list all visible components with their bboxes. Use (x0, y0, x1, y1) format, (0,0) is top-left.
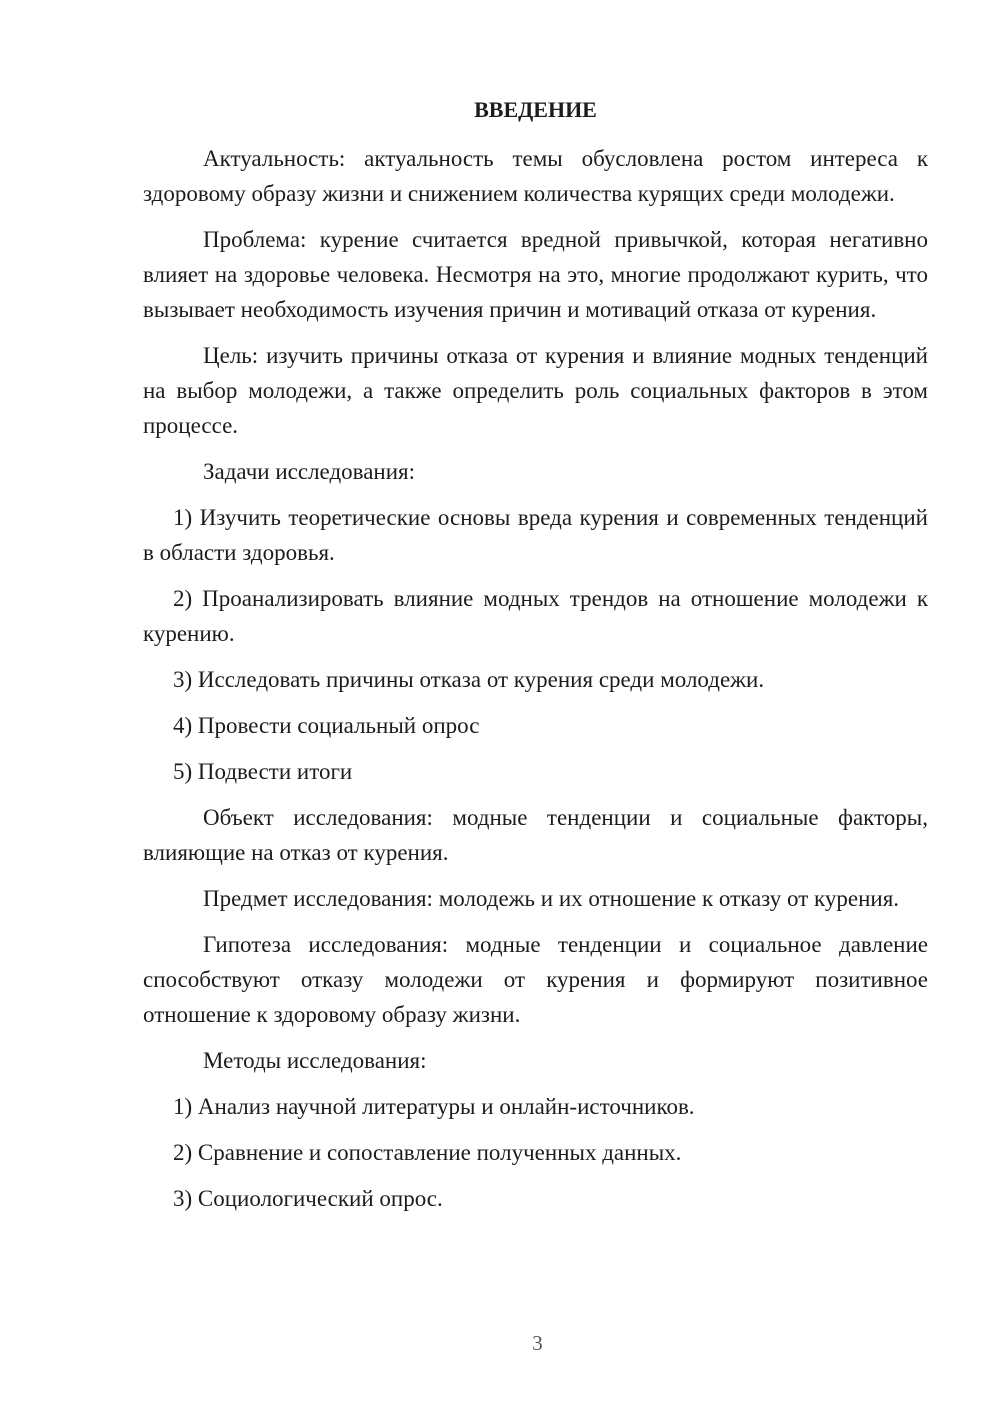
methods-heading: Методы исследования: (203, 1048, 427, 1073)
relevance-paragraph: Актуальность: актуальность темы обусловлена ростом интереса к здоровому образу жизни и снижением количества курящих среди молодежи. (143, 146, 928, 206)
tasks-heading: Задачи исследования: (203, 459, 416, 484)
method-item: 2) Сравнение и сопоставление полученных данных. (173, 1140, 682, 1165)
task-item: 5) Подвести итоги (173, 759, 353, 784)
task-item: 1) Изучить теоретические основы вреда курения и современных тенденций в области здоровья. (143, 505, 928, 565)
method-item: 1) Анализ научной литературы и онлайн-источников. (173, 1094, 695, 1119)
page-title: ВВЕДЕНИЕ (474, 97, 597, 122)
task-item: 2) Проанализировать влияние модных трендов на отношение молодежи к курению. (143, 586, 928, 646)
hypothesis-paragraph: Гипотеза исследования: модные тенденции и социальное давление способствуют отказу молодежи от курения и формируют позитивное отношение к здоровому образу жизни. (143, 932, 928, 1027)
task-item: 3) Исследовать причины отказа от курения среди молодежи. (173, 667, 765, 692)
object-paragraph: Объект исследования: модные тенденции и социальные факторы, влияющие на отказ от курения. (143, 805, 928, 865)
task-item: 4) Провести социальный опрос (173, 713, 480, 738)
method-item: 3) Социологический опрос. (173, 1186, 443, 1211)
problem-paragraph: Проблема: курение считается вредной привычкой, которая негативно влияет на здоровье человека. Несмотря на это, многие продолжают курить, что вызывает необходимость изучения причин и мотиваций отказа от курения. (143, 227, 928, 322)
subject-paragraph: Предмет исследования: молодежь и их отношение к отказу от курения. (203, 886, 900, 911)
document-page (143, 92, 928, 1227)
page-number: 3 (532, 1331, 543, 1355)
goal-paragraph: Цель: изучить причины отказа от курения и влияние модных тенденций на выбор молодежи, а также определить роль социальных факторов в этом процессе. (143, 343, 928, 438)
